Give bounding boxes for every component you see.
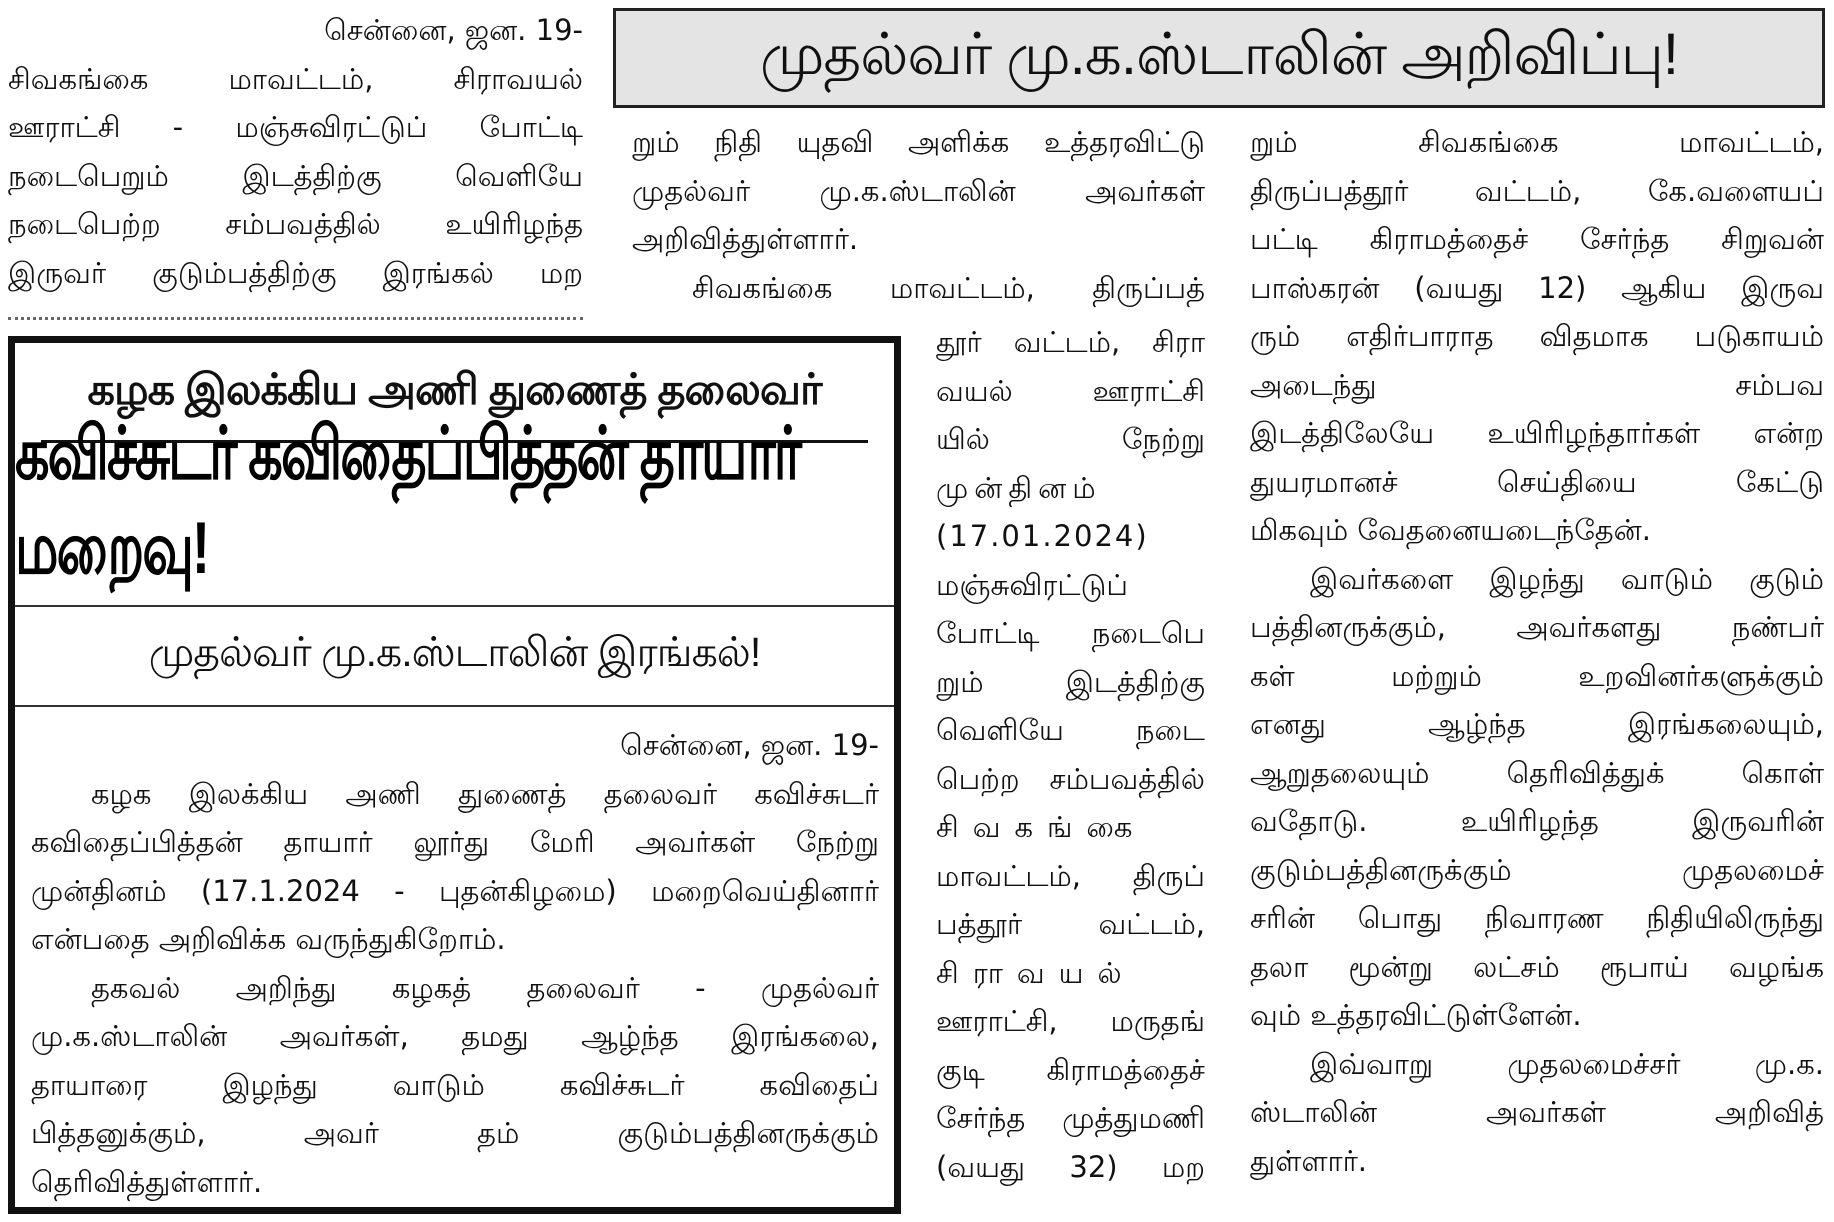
text-line: கள் மற்றும் உறவினர்களுக்கும் xyxy=(1250,658,1824,693)
dateline: சென்னை, ஜன. 19- xyxy=(324,13,583,47)
text-line: மஞ்சுவிரட்டுப் xyxy=(936,567,1128,602)
text-line: மு.க.ஸ்டாலின் அவர்கள், தமது ஆழ்ந்த இரங்கலை, xyxy=(31,1019,879,1053)
text-line: பத்தினருக்கும், அவர்களது நண்பர் xyxy=(1250,610,1824,644)
text-line: றும் நிதி யுதவி அளிக்க உத்தரவிட்டு xyxy=(632,125,1205,159)
text-line: முன்தினம் (17.1.2024 - புதன்கிழமை) மறைவெய்தினார் xyxy=(31,873,879,908)
text-line: இவர்களை இழந்து வாடும் குடும் xyxy=(1310,561,1824,596)
text-line: பாஸ்கரன் (வயது 12) ஆகிய இருவ xyxy=(1250,270,1824,305)
text-line: (வயது 32) மற xyxy=(936,1149,1205,1184)
text-line: ஆறுதலையும் தெரிவித்துக் கொள் xyxy=(1250,755,1824,790)
middle-column xyxy=(632,118,1205,312)
text-line: இடத்திலேயே உயிரிழந்தார்கள் என்ற xyxy=(1250,416,1824,450)
text-line: முதல்வர் மு.க.ஸ்டாலின் அவர்கள் xyxy=(632,173,1205,208)
text-line: சிவகங்கை மாவட்டம், சிராவயல் xyxy=(8,61,583,96)
text-line: ஊராட்சி, மருதங் xyxy=(936,1004,1205,1038)
text-line: பத்தூர் வட்டம், xyxy=(936,907,1205,941)
text-line: றும் சிவகங்கை மாவட்டம், xyxy=(1250,125,1824,159)
text-line: குடி கிராமத்தைச் xyxy=(936,1052,1205,1087)
text-line: மாவட்டம், திருப் xyxy=(936,858,1205,893)
text-line: நடைபெற்ற சம்பவத்தில் உயிரிழந்த xyxy=(8,207,583,241)
text-line: எனது ஆழ்ந்த இரங்கலையும், xyxy=(1250,707,1824,741)
divider xyxy=(15,605,894,607)
text-line: சிராவயல் xyxy=(936,955,1136,990)
divider xyxy=(15,705,894,707)
text-line: வெளியே நடை xyxy=(936,713,1205,747)
text-line: தெரிவித்துள்ளார். xyxy=(31,1164,263,1199)
text-line: அடைந்து சம்பவ xyxy=(1250,367,1824,402)
obituary-title: கவிச்சுடர் கவிதைப்பித்தன் தாயார் மறைவு! xyxy=(15,413,800,590)
text-line: சரின் பொது நிவாரண நிதியிலிருந்து xyxy=(1250,901,1824,935)
text-line: ஸ்டாலின் அவர்கள் அறிவித் xyxy=(1250,1095,1824,1129)
text-line: என்பதை அறிவிக்க வருந்துகிறோம். xyxy=(31,922,506,956)
text-line: சிவகங்கை மாவட்டம், திருப்பத் xyxy=(692,270,1205,305)
text-line: தலா மூன்று லட்சம் ரூபாய் வழங்க xyxy=(1250,949,1824,984)
text-line: நடைபெறும் இடத்திற்கு வெளியே xyxy=(8,158,583,193)
text-line: முன்தினம் xyxy=(936,470,1102,505)
text-line: அறிவித்துள்ளார். xyxy=(632,222,859,256)
text-line: பித்தனுக்கும், அவர் தம் குடும்பத்தினருக்கும் xyxy=(31,1116,879,1150)
text-line: யில் நேற்று xyxy=(936,422,1205,456)
text-line: பெற்ற சம்பவத்தில் xyxy=(936,761,1205,796)
text-line: கழக இலக்கிய அணி துணைத் தலைவர் கவிச்சுடர் xyxy=(91,776,879,811)
text-line: துள்ளார். xyxy=(1250,1143,1368,1178)
text-line: தூர் வட்டம், சிரா xyxy=(936,325,1205,359)
text-line: இருவர் குடும்பத்திற்கு இரங்கல் மற xyxy=(8,255,583,290)
dotted-divider xyxy=(8,317,583,320)
text-line: றும் இடத்திற்கு xyxy=(936,664,1205,699)
top-left-column xyxy=(8,6,583,297)
middle-column-narrow xyxy=(936,318,1205,1191)
text-line: கவிதைப்பித்தன் தாயார் லூர்து மேரி அவர்கள் நேற்று xyxy=(31,825,879,859)
text-line: பட்டி கிராமத்தைச் சேர்ந்த சிறுவன் xyxy=(1250,222,1824,256)
text-line: தாயாரை இழந்து வாடும் கவிச்சுடர் கவிதைப் xyxy=(31,1067,879,1102)
text-line: ஊராட்சி - மஞ்சுவிரட்டுப் போட்டி xyxy=(8,110,583,144)
obituary-subheading: கழக இலக்கிய அணி துணைத் தலைவர் xyxy=(87,365,822,414)
text-line: ரும் எதிர்பாராத விதமாக படுகாயம் xyxy=(1250,319,1824,353)
text-line: குடும்பத்தினருக்கும் முதலமைச் xyxy=(1250,852,1824,887)
text-line: தகவல் அறிந்து கழகத் தலைவர் - முதல்வர் xyxy=(91,970,879,1005)
dateline: சென்னை, ஜன. 19- xyxy=(620,728,879,762)
obituary-body xyxy=(31,721,879,1206)
text-line: திருப்பத்தூர் வட்டம், கே.வளையப் xyxy=(1250,173,1824,208)
obituary-condolence-heading: முதல்வர் மு.க.ஸ்டாலின் இரங்கல்! xyxy=(148,628,761,675)
obituary-box xyxy=(8,336,901,1214)
headline-text: முதல்வர் மு.க.ஸ்டாலின் அறிவிப்பு! xyxy=(760,21,1678,87)
headline-banner xyxy=(613,8,1825,108)
text-line: இவ்வாறு முதலமைச்சர் மு.க. xyxy=(1310,1046,1824,1081)
text-line: போட்டி நடைபெ xyxy=(936,616,1205,650)
text-line: வும் உத்தரவிட்டுள்ளேன். xyxy=(1250,998,1582,1032)
text-line: சிவகங்கை xyxy=(936,810,1147,844)
text-line: வயல் ஊராட்சி xyxy=(936,373,1205,408)
text-line: (17.01.2024) xyxy=(936,519,1149,553)
text-line: துயரமானச் செய்தியை கேட்டு xyxy=(1250,464,1824,499)
text-line: மிகவும் வேதனையடைந்தேன். xyxy=(1250,513,1652,547)
right-column xyxy=(1250,118,1824,1185)
text-line: சேர்ந்த முத்துமணி xyxy=(936,1101,1205,1135)
text-line: வதோடு. உயிரிழந்த இருவரின் xyxy=(1250,804,1824,838)
